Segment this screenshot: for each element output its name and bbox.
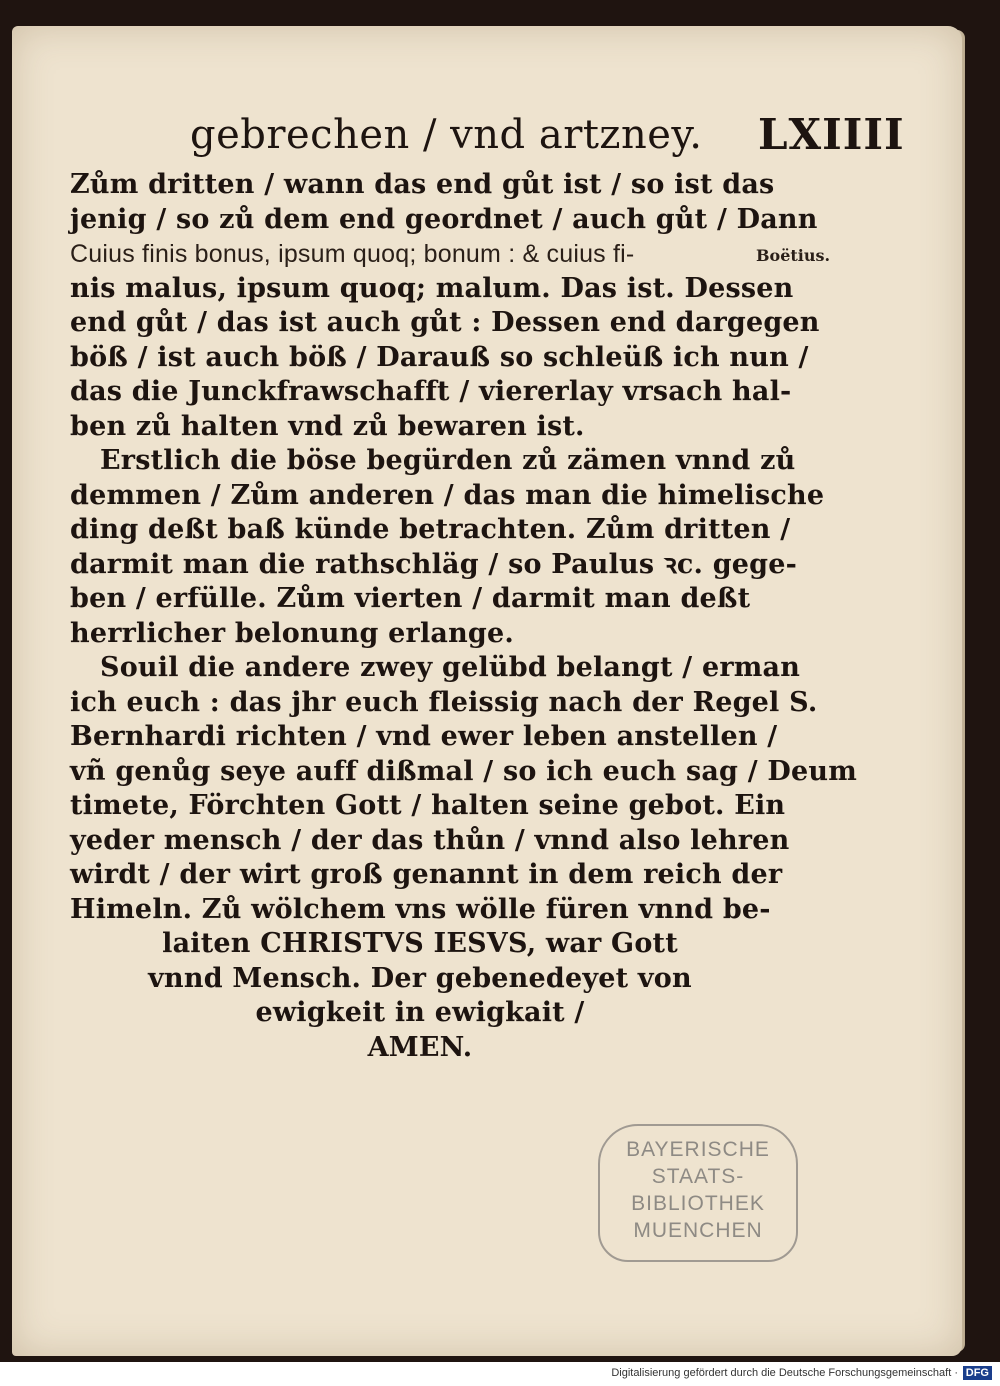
text-line: demmen / Zům anderen / das man die himelische — [70, 479, 825, 511]
text-line: end gůt / das ist auch gůt : Dessen end dargegen — [70, 307, 820, 338]
text-line: Bernhardi richten / vnd ewer leben anstellen / — [70, 721, 778, 752]
text-line: jenig / so zů dem end geordnet / auch gůt / Dann — [70, 203, 818, 235]
footer-bar — [0, 1364, 1000, 1386]
text-line: ding deßt baß künde betrachten. Zům dritten / — [70, 514, 791, 545]
text-line: vñ genůg seye auff dißmal / so ich euch sag / Deum — [70, 755, 857, 787]
margin-note: Boëtius. — [756, 246, 831, 265]
text-line: das die Junckfrawschafft / viererlay vrsach hal- — [70, 376, 792, 407]
text-line: darmit man die rathschläg / so Paulus ꝛc. gege- — [70, 548, 798, 580]
text-line: Cuius finis bonus, ipsum quoq; bonum : & cuius fi- — [70, 240, 635, 268]
text-line: Himeln. Zů wölchem vns wölle füren vnnd be- — [70, 893, 771, 925]
text-line: ewigkeit in ewigkait / — [255, 997, 585, 1028]
text-line: Zům dritten / wann das end gůt ist / so ist das — [70, 169, 775, 200]
text-line: laiten CHRISTVS IESVS, war Gott — [162, 928, 678, 959]
stamp-line: STAATS- — [651, 1165, 745, 1188]
text-line: Souil die andere zwey gelübd belangt / erman — [100, 652, 801, 683]
text-line: ben / erfülle. Zům vierten / darmit man deßt — [70, 583, 751, 614]
folio-number: LXIIII — [758, 110, 905, 159]
text-line: ich euch : das jhr euch fleissig nach der Regel S. — [70, 686, 818, 718]
stamp-line: BIBLIOTHEK — [631, 1192, 765, 1215]
stamp-line: MUENCHEN — [633, 1219, 763, 1242]
text-line: timete, Förchten Gott / halten seine gebot. Ein — [70, 790, 786, 821]
dfg-logo: DFG — [963, 1366, 992, 1380]
text-line: ben zů halten vnd zů bewaren ist. — [70, 410, 585, 442]
text-line: nis malus, ipsum quoq; malum. Das ist. Dessen — [70, 272, 794, 304]
text-line: vnnd Mensch. Der gebenedeyet von — [148, 962, 692, 994]
text-line: böß / ist auch böß / Darauß so schleüß ich nun / — [70, 341, 809, 373]
library-stamp — [598, 1124, 798, 1262]
text-line: yeder mensch / der das thůn / vnnd also lehren — [70, 824, 790, 856]
funding-credit: Digitalisierung gefördert durch die Deutsche Forschungsgemeinschaft · — [611, 1367, 958, 1379]
text-line: Erstlich die böse begürden zů zämen vnnd zů — [100, 445, 796, 476]
text-line: herrlicher belonung erlange. — [70, 617, 514, 649]
running-head: gebrechen / vnd artzney. — [190, 112, 703, 158]
text-line: wirdt / der wirt groß genannt in dem reich der — [70, 859, 783, 890]
closing-amen: AMEN. — [367, 1031, 473, 1063]
stamp-line: BAYERISCHE — [626, 1138, 770, 1161]
